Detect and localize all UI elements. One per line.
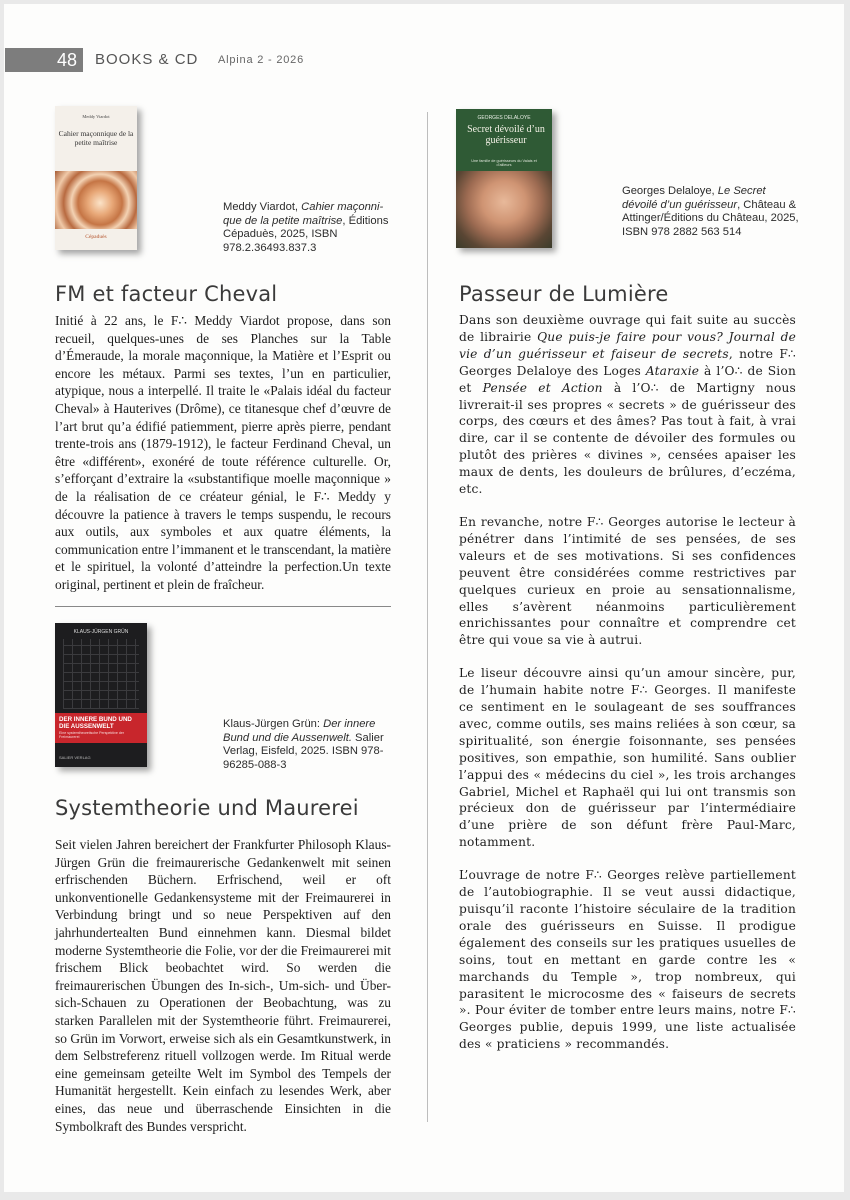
book-caption-gruen [223, 718, 398, 772]
paragraph-3: Le liseur découvre ainsi qu’un amour sincère, pur, de l’humain habite notre F∴ Georges. Il manifeste ce sentiment en le soulageant de ses souffrances avec, comme outils, ses mains reliées à son cœur, sa spiritualité, son énergie foisonnante, ses pensées positives, son empathie, son humilité. Sans oublier l’appui des « médecins du ciel », les trois archanges Gabriel, Michel et Raphaël qui lui ont transmis son précieux don de guérisseur par l’intermédiaire d’une prière de son défunt frère Paul-Marc, notamment. [459, 666, 796, 850]
caption-title: Der innere Bund und die Aussenwelt. [223, 718, 376, 744]
cover-title: Secret dévoilé d’un guérisseur [467, 124, 545, 146]
caption-details: Salier Verlag, Eisfeld, 2025. ISBN 978-96285-088-3 [223, 731, 384, 771]
cover-publisher: SALIER VERLAG [59, 755, 91, 760]
article-body-systemtheorie: Seit vielen Jahren bereichert der Frankfurter Philosoph Klaus-Jürgen Grün die freimaurerische Gedankenwelt mit seinen erfrischenden Büchern. Erfrischend, weil er oft unkonventionelle Gedankensysteme mit der Freimaurerei in Verbindung bringt und so neue Perspektiven auf den jahrhundertealten Bund einnehmen kann. Diesmal bildet moderne Systemtheorie die Folie, vor der die Freimaurerei mit frischem Blick beobachtet wird. So werden die freimaurerischen Übungen des In-sich-, Um-sich- und Über-sich-Schauen zu Operationen der Beobachtung, was zu starken Parallelen mit der Systemtheorie führt. Freimaurerei, so Grün im Vorwort, erweise sich als ein Gesamtkunstwerk, in dem Selbstreferenz rituell vollzogen werde. Im Ritual werde eine gemeinsam geteilte Welt im Symbol des Tempels der Humanität hergestellt. Kein einfach zu lesendes Werk, aber eines, das neue und überraschende Einsichten in die Symbolkraft des Bundes verspricht. [55, 837, 391, 1134]
article-divider [55, 606, 391, 607]
article-body-fm-cheval: Initié à 22 ans, le F∴ Meddy Viardot propose, dans son recueil, quelques-unes de ses Planches sur la Table d’Émeraude, la morale maçonnique, la Matière et l’Esprit ou encore les métaux. Parmi ses textes, l’un en particulier, atypique, nous a interpellé. Il traite le «Palais idéal du facteur Cheval» à Hauterives (Drôme), ce titanesque chef d’œuvre de l’art brut qu’a édifié patiemment, pierre après pierre, pendant trente-trois ans (1879-1912), le facteur Ferdinand Cheval, un être «différent», exonéré de toute référence culturelle. Or, s’efforçant d’extraire la «substantifique moelle maçonnique » de la réalisation de ce créateur génial, le F∴ Meddy y découvre la patience à travers le temps suspendu, le recours aux outils, aux symboles et aux quatre éléments, la communication entre l’immanent et le transcendant, la matière et le spirituel, la volonté d’atteindre la perfection.Un texte original, pertinent et plein de fraîcheur. [55, 313, 391, 592]
column-divider [427, 112, 428, 1122]
spiral-staircase-image [55, 171, 137, 229]
cover-publisher: Cépaduès [85, 234, 107, 240]
lodge-name: Ataraxie [645, 363, 700, 378]
paragraph-2: En revanche, notre F∴ Georges autorise le lecteur à pénétrer dans l’intimité de ses pensées, de ses valeurs et de ses motivations. Si ses confidences peuvent être considérées comme restrictives par quelques curieux en proie au sensationnalisme, elles s’avèrent néanmoins particulièrement enrichissantes pour connaître et comprendre cet être qui voue sa vie à autrui. [459, 514, 796, 648]
cover-author: GEORGES DELALOYE [477, 115, 531, 121]
lodge-name: Pensée et Action [482, 380, 603, 395]
cover-author: KLAUS-JÜRGEN GRÜN [73, 629, 129, 635]
book-cover-viardot [55, 106, 137, 250]
cover-title: Cahier maçonnique de la petite maîtrise [58, 129, 134, 147]
cover-author: Meddy Viardot [82, 114, 110, 119]
text-span: à l’O∴ de Martigny nous livrerait-il ses propres « secrets » de guérisseur des corps, des cœurs et des âmes? Pas tout à fait, à vrai dire, car il se contente de dévoiler des formules ou plutôt des prières « divines », censées apaiser les maux de dents, les douleurs de brûlures, d’eczéma, etc. [459, 380, 796, 497]
article-heading-passeur: Passeur de Lumière [459, 282, 669, 306]
book-caption-delaloye [622, 185, 800, 239]
paragraph-4: L’ouvrage de notre F∴ Georges relève partiellement de l’autobiographie. Il se veut aussi didactique, puisqu’il raconte l’histoire séculaire de la tradition orale des guérisseurs en Suisse. Il prodigue également des conseils sur les pratiques usuelles de soins, tout en mettant en garde contre les « marchands du Temple », trop nombreux, qui parasitent le microcosme des « faiseurs de secrets ». Pour éviter de tomber entre leurs mains, notre F∴ Georges publie, depuis 1999, une liste actualisée des « praticiens » recommandés. [459, 868, 796, 1052]
caption-title: Cahier maçonni-que de la petite maîtrise [223, 201, 384, 227]
paragraph-1 [459, 312, 796, 498]
issue-label: Alpina 2 - 2026 [218, 54, 304, 66]
author-portrait-image [456, 171, 552, 248]
article-body-passeur [459, 312, 796, 1069]
article-heading-fm-cheval: FM et facteur Cheval [55, 282, 278, 306]
cover-graphic [63, 639, 139, 709]
page-number: 48 [5, 48, 83, 72]
caption-author: Klaus-Jürgen Grün: [223, 718, 324, 730]
book-caption-viardot [223, 201, 398, 255]
caption-details: , Éditions Cépaduès, 2025, ISBN 978.2.36493.837.3 [223, 214, 389, 254]
cover-subtitle: Une famille de guérisseurs du Valais et d’ailleurs [471, 159, 537, 167]
cover-title: DER INNERE BUND UND DIE AUSSENWELT [59, 716, 132, 730]
caption-details: , Château & Attinger/Éditions du Château, 2025, ISBN 978 2882 563 514 [622, 198, 799, 238]
section-title: BOOKS & CD [95, 51, 199, 68]
caption-title: Le Secret dévoilé d’un guérisseur [622, 185, 766, 211]
article-heading-systemtheorie: Systemtheorie und Maurerei [55, 796, 359, 820]
book-title-reference: Que puis-je faire pour vous? Journal de vie d’un guérisseur et faiseur de secrets [459, 329, 797, 361]
text-span: Dans son deuxième ouvrage qui fait suite au succès de librairie [459, 313, 796, 344]
book-cover-gruen [55, 623, 147, 767]
text-span: à l’O∴ de Sion et [459, 363, 796, 395]
cover-subtitle: Eine systemtheoretische Perspektive der Freimaurerei [59, 731, 125, 740]
caption-author: Meddy Viardot, [223, 201, 302, 213]
text-span: , notre F∴ Georges Delaloye des Loges [459, 346, 796, 378]
book-cover-delaloye [456, 109, 552, 248]
caption-author: Georges Delaloye, [622, 185, 718, 197]
